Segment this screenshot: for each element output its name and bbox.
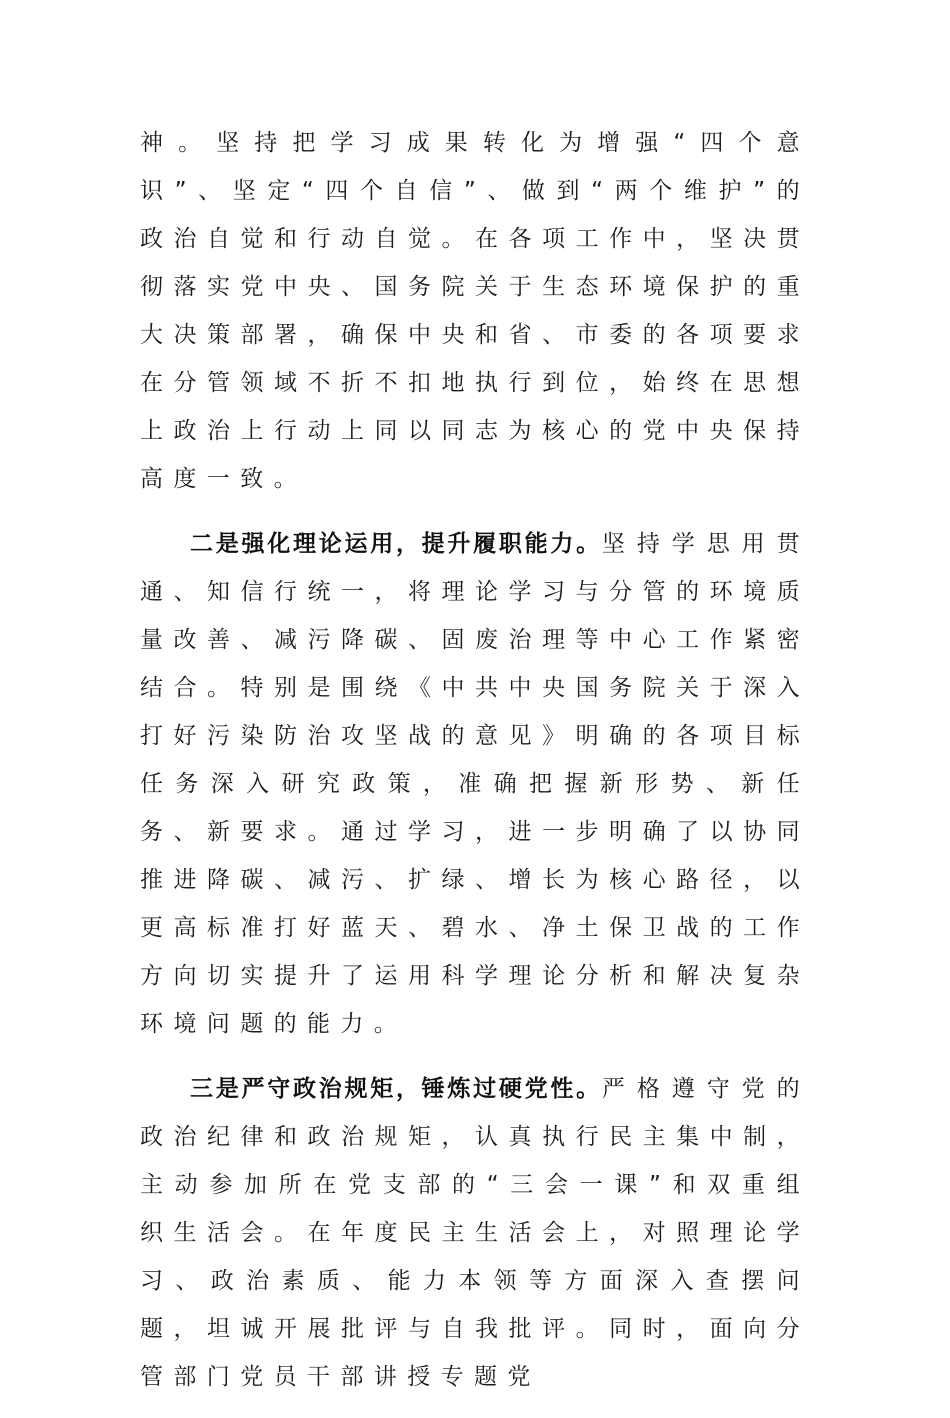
paragraph-heading: 三是严守政治规矩，锤炼过硬党性。 (190, 1076, 602, 1102)
paragraph-two (140, 520, 810, 1048)
paragraph-continuation (140, 119, 810, 503)
document-body (140, 119, 810, 1418)
paragraph-text: 严格遵守党的政治纪律和政治规矩，认真执行民主集中制，主动参加所在党支部的“三会一课”和双重组织生活会。在年度民主生活会上，对照理论学习、政治素质、能力本领等方面深入查摆问题，坦诚开展批评与自我批评。同时，面向分管部门党员干部讲授专题党 (140, 1076, 811, 1390)
paragraph-three (140, 1065, 810, 1401)
paragraph-text: 坚持学思用贯通、知信行统一，将理论学习与分管的环境质量改善、减污降碳、固废治理等中心工作紧密结合。特别是围绕《中共中央国务院关于深入打好污染防治攻坚战的意见》明确的各项目标任务深入研究政策，准确把握新形势、新任务、新要求。通过学习，进一步明确了以协同推进降碳、减污、扩绿、增长为核心路径，以更高标准打好蓝天、碧水、净土保卫战的工作方向切实提升了运用科学理论分析和解决复杂环境问题的能力。 (140, 531, 811, 1037)
paragraph-text: 神。坚持把学习成果转化为增强“四个意识”、坚定“四个自信”、做到“两个维护”的政治自觉和行动自觉。在各项工作中，坚决贯彻落实党中央、国务院关于生态环境保护的重大决策部署，确保中央和省、市委的各项要求在分管领域不折不扣地执行到位，始终在思想上政治上行动上同以同志为核心的党中央保持高度一致。 (140, 130, 810, 492)
paragraph-heading: 二是强化理论运用，提升履职能力。 (190, 531, 602, 557)
